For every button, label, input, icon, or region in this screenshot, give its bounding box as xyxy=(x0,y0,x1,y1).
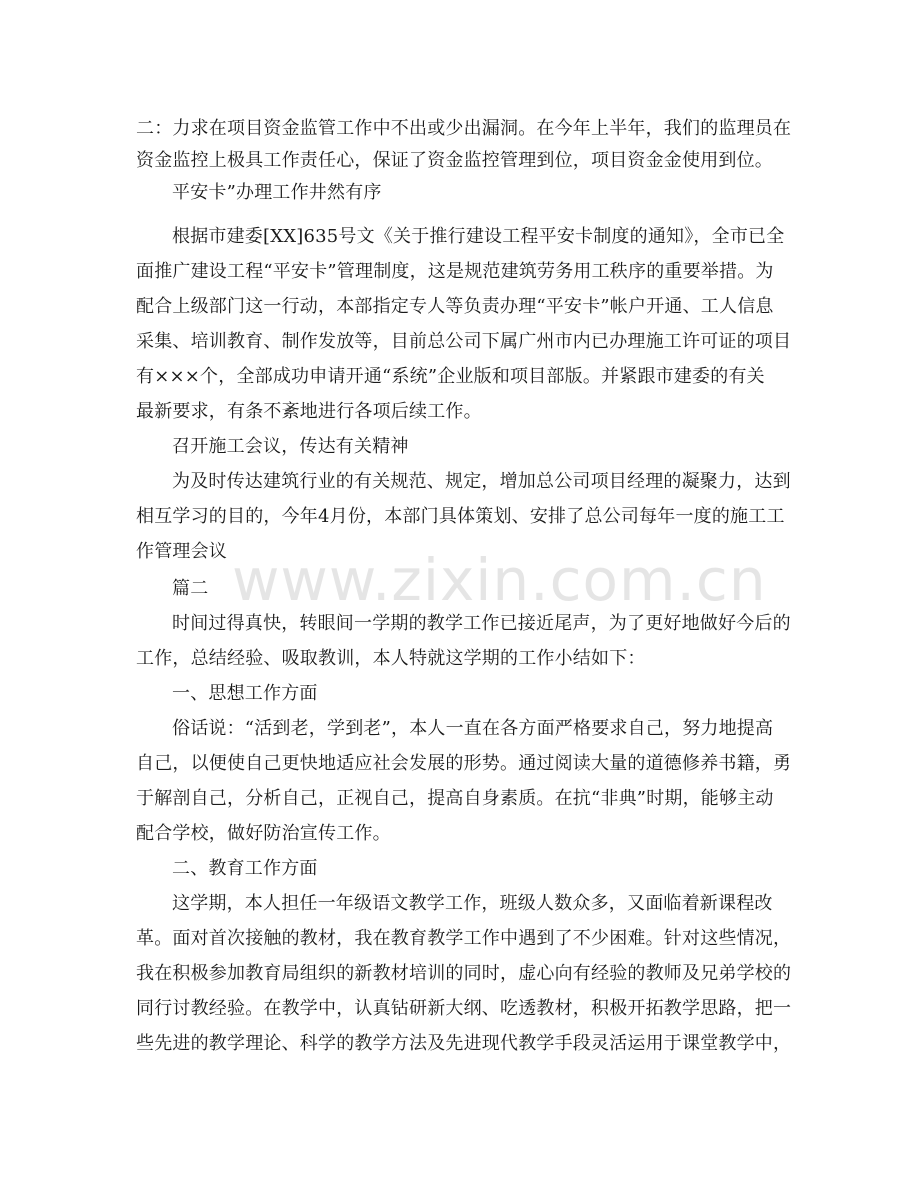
text-line: 有×××个，全部成功申请开通“系统”企业版和项目部版。并紧跟市建委的有关 xyxy=(136,366,765,387)
text-line: 相互学习的目的，今年4月份，本部门具体策划、安排了总公司每年一度的施工工 xyxy=(136,506,785,527)
text-line: 工作，总结经验、吸取教训，本人特就这学期的工作小结如下： xyxy=(136,648,646,669)
text-line: 二：力求在项目资金监管工作中不出或少出漏洞。在今年上半年，我们的监理员在 xyxy=(136,118,792,139)
text-line: 时间过得真快，转眼间一学期的教学工作已接近尾声，为了更好地做好今后的 xyxy=(172,613,791,634)
text-line: 配合上级部门这一行动，本部指定专人等负责办理“平安卡”帐户开通、工人信息 xyxy=(136,296,774,317)
text-line: 革。面对首次接触的教材，我在教育教学工作中遇到了不少困难。针对这些情况， xyxy=(136,928,792,949)
text-line: 于解剖自己，分析自己，正视自己，提高自身素质。在抗“非典”时期，能够主动 xyxy=(136,788,774,809)
watermark: www.zixin.com.cn xyxy=(232,546,767,614)
text-line: 同行讨教经验。在教学中，认真钻研新大纲、吃透教材，积极开拓教学思路，把一 xyxy=(136,998,792,1019)
text-line: 最新要求，有条不紊地进行各项后续工作。 xyxy=(136,401,482,422)
text-line: 配合学校，做好防治宣传工作。 xyxy=(136,823,391,844)
text-line: 俗话说：“活到老，学到老”，本人一直在各方面严格要求自己，努力地提高 xyxy=(172,718,774,739)
section-heading: 召开施工会议，传达有关精神 xyxy=(172,436,409,457)
text-line: 这学期，本人担任一年级语文教学工作，班级人数众多，又面临着新课程改 xyxy=(172,893,773,914)
section-heading: 二、教育工作方面 xyxy=(172,858,318,879)
section-heading: 一、思想工作方面 xyxy=(172,683,318,704)
section-heading: 篇二 xyxy=(172,578,209,599)
text-line: 自己，以便使自己更快地适应社会发展的形势。通过阅读大量的道德修养书籍，勇 xyxy=(136,753,792,774)
text-line: 资金监控上极具工作责任心，保证了资金监控管理到位，项目资金金使用到位。 xyxy=(136,150,773,171)
text-line: 采集、培训教育、制作发放等，目前总公司下属广州市内已办理施工许可证的项目 xyxy=(136,331,792,352)
text-line: 根据市建委[XX]635号文《关于推行建设工程平安卡制度的通知》，全市已全 xyxy=(172,226,785,247)
text-line: 我在积极参加教育局组织的新教材培训的同时，虚心向有经验的教师及兄弟学校的 xyxy=(136,963,792,984)
text-line: 为及时传达建筑行业的有关规范、规定，增加总公司项目经理的凝聚力，达到 xyxy=(172,471,791,492)
text-line: 面推广建设工程“平安卡”管理制度，这是规范建筑劳务用工秩序的重要举措。为 xyxy=(136,261,774,282)
section-heading: 平安卡”办理工作井然有序 xyxy=(172,182,382,203)
text-line: 些先进的教学理论、科学的教学方法及先进现代教学手段灵活运用于课堂教学中， xyxy=(136,1033,792,1054)
text-line: 作管理会议 xyxy=(136,541,227,562)
